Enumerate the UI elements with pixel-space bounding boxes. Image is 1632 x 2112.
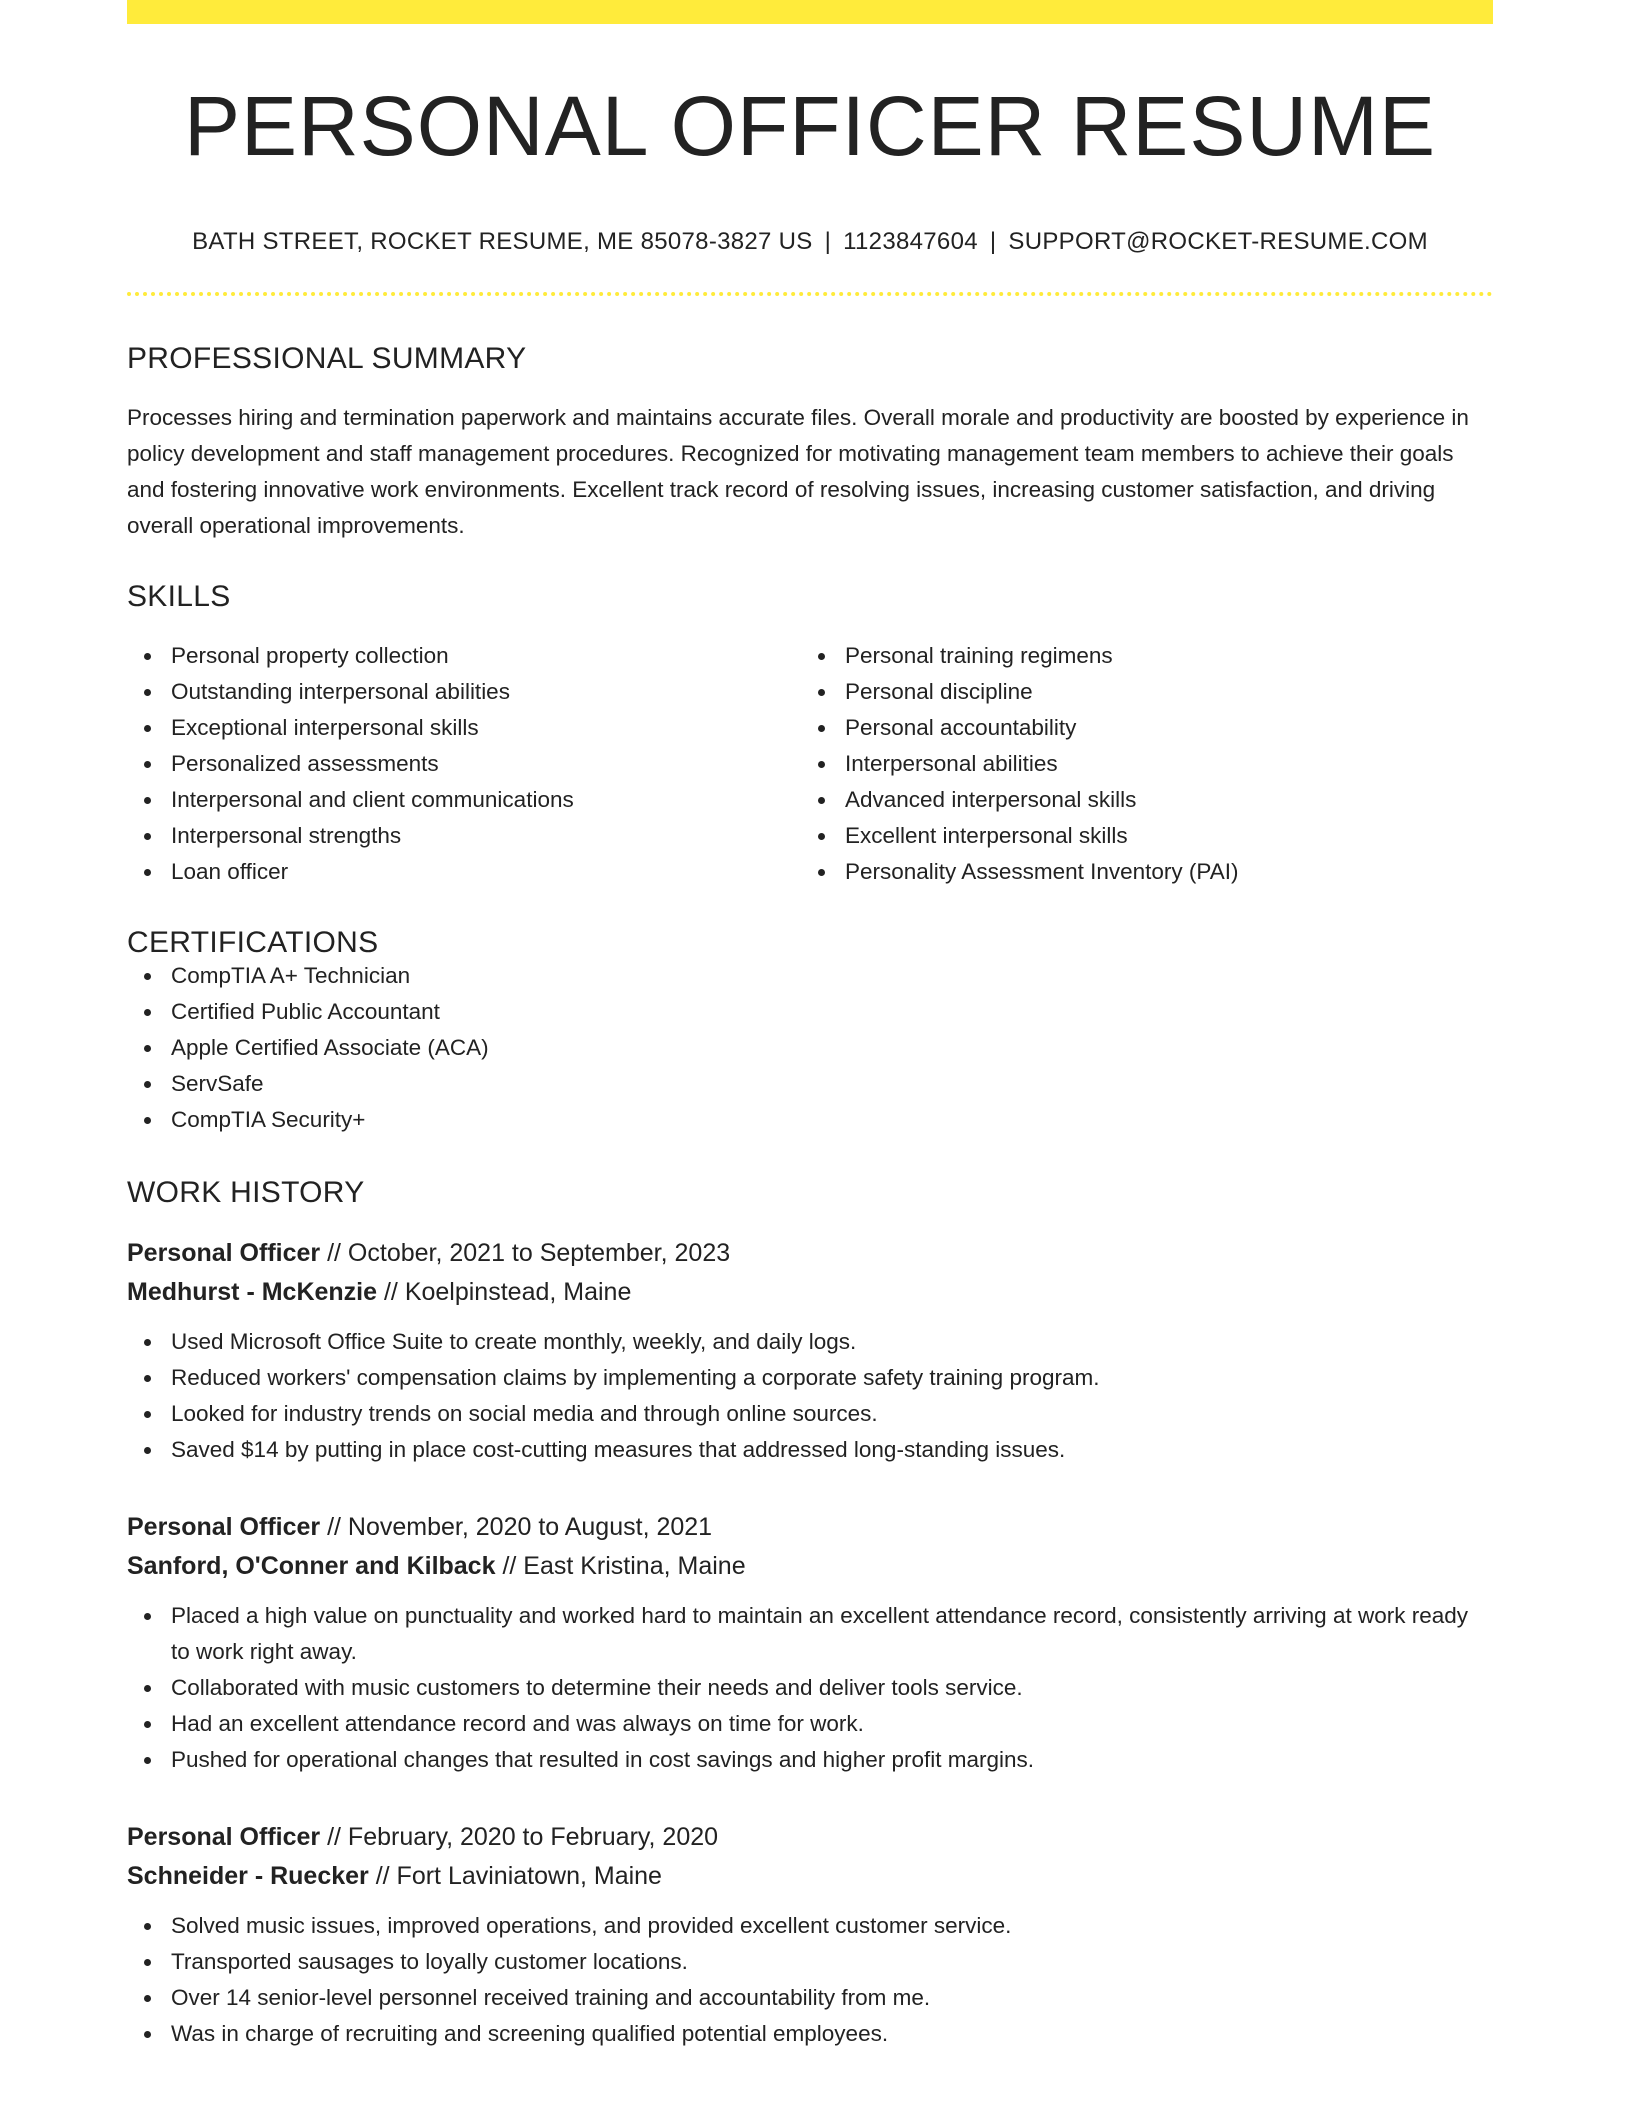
skill-item: Excellent interpersonal skills <box>801 818 1475 854</box>
skill-item: Personalized assessments <box>127 746 801 782</box>
skill-item: Personal property collection <box>127 638 801 674</box>
job-dates: // February, 2020 to February, 2020 <box>320 1823 719 1851</box>
job-title-line <box>127 1818 1493 1857</box>
job-dates: // October, 2021 to September, 2023 <box>320 1239 731 1267</box>
job-company: Medhurst - McKenzie <box>127 1278 378 1306</box>
certifications-list <box>127 958 1493 1138</box>
skill-item: Advanced interpersonal skills <box>801 782 1475 818</box>
job-entry <box>127 1234 1493 1468</box>
job-location: // Koelpinstead, Maine <box>377 1278 632 1306</box>
job-bullet: Collaborated with music customers to determine their needs and deliver tools service. <box>127 1670 1493 1706</box>
contact-address: BATH STREET, ROCKET RESUME, ME 85078-3827 US <box>192 228 813 255</box>
skill-item: Personality Assessment Inventory (PAI) <box>801 854 1475 890</box>
skills-columns <box>127 638 1493 890</box>
skill-item: Personal discipline <box>801 674 1475 710</box>
job-dates: // November, 2020 to August, 2021 <box>320 1513 713 1541</box>
job-role: Personal Officer <box>127 1239 321 1267</box>
job-bullet: Transported sausages to loyally customer locations. <box>127 1944 1493 1980</box>
skills-list-right <box>801 638 1475 890</box>
certification-item: Apple Certified Associate (ACA) <box>127 1030 1493 1066</box>
skill-item: Personal accountability <box>801 710 1475 746</box>
job-bullets <box>127 1598 1493 1778</box>
job-entry <box>127 1508 1493 1778</box>
dotted-divider <box>127 292 1493 296</box>
job-role: Personal Officer <box>127 1513 321 1541</box>
contact-separator: | <box>824 228 832 255</box>
job-company-line <box>127 1857 1493 1896</box>
summary-heading: PROFESSIONAL SUMMARY <box>127 342 527 375</box>
job-company-line <box>127 1547 1493 1586</box>
job-bullet: Had an excellent attendance record and was always on time for work. <box>127 1706 1493 1742</box>
job-role: Personal Officer <box>127 1823 321 1851</box>
skill-item: Exceptional interpersonal skills <box>127 710 801 746</box>
certification-item: Certified Public Accountant <box>127 994 1493 1030</box>
job-company: Sanford, O'Conner and Kilback <box>127 1552 496 1580</box>
skill-item: Interpersonal and client communications <box>127 782 801 818</box>
job-bullet: Reduced workers' compensation claims by implementing a corporate safety training program. <box>127 1360 1493 1396</box>
job-title-line <box>127 1234 1493 1273</box>
contact-line <box>127 230 1493 254</box>
summary-text: Processes hiring and termination paperwork and maintains accurate files. Overall morale and productivity are boosted by experience in policy development and staff management procedures. Recognized for motivating management team members to achieve their goals and fostering innovative work environments. Excellent track record of resolving issues, increasing customer satisfaction, and driving overall operational improvements. <box>127 405 1469 538</box>
certifications-heading: CERTIFICATIONS <box>127 926 379 959</box>
skills-heading: SKILLS <box>127 580 231 613</box>
job-location: // Fort Laviniatown, Maine <box>368 1862 662 1890</box>
skill-item: Personal training regimens <box>801 638 1475 674</box>
job-bullet: Was in charge of recruiting and screening qualified potential employees. <box>127 2016 1493 2052</box>
work-history-heading: WORK HISTORY <box>127 1176 365 1209</box>
skills-list-left <box>127 638 801 890</box>
job-company: Schneider - Ruecker <box>127 1862 369 1890</box>
skill-item: Loan officer <box>127 854 801 890</box>
job-bullet: Looked for industry trends on social media and through online sources. <box>127 1396 1493 1432</box>
contact-separator: | <box>989 228 997 255</box>
skill-item: Interpersonal strengths <box>127 818 801 854</box>
accent-top-bar <box>127 0 1493 24</box>
job-bullet: Saved $14 by putting in place cost-cutting measures that addressed long-standing issues. <box>127 1432 1493 1468</box>
job-location: // East Kristina, Maine <box>495 1552 746 1580</box>
job-bullet: Used Microsoft Office Suite to create monthly, weekly, and daily logs. <box>127 1324 1493 1360</box>
certification-item: CompTIA A+ Technician <box>127 958 1493 994</box>
contact-email: SUPPORT@ROCKET-RESUME.COM <box>1008 228 1428 255</box>
job-bullets <box>127 1324 1493 1468</box>
certification-item: CompTIA Security+ <box>127 1102 1493 1138</box>
skill-item: Interpersonal abilities <box>801 746 1475 782</box>
job-entry <box>127 1818 1493 2052</box>
job-bullet: Pushed for operational changes that resulted in cost savings and higher profit margins. <box>127 1742 1493 1778</box>
job-bullets <box>127 1908 1493 2052</box>
job-bullet: Solved music issues, improved operations, and provided excellent customer service. <box>127 1908 1493 1944</box>
contact-phone: 1123847604 <box>843 228 978 255</box>
job-company-line <box>127 1273 1493 1312</box>
skill-item: Outstanding interpersonal abilities <box>127 674 801 710</box>
job-bullet: Over 14 senior-level personnel received training and accountability from me. <box>127 1980 1493 2016</box>
job-bullet: Placed a high value on punctuality and worked hard to maintain an excellent attendance record, consistently arriving at work ready to work right away. <box>127 1598 1493 1670</box>
job-title-line <box>127 1508 1493 1547</box>
certification-item: ServSafe <box>127 1066 1493 1102</box>
resume-page <box>127 0 1493 2052</box>
resume-title: PERSONAL OFFICER RESUME <box>183 79 1437 173</box>
